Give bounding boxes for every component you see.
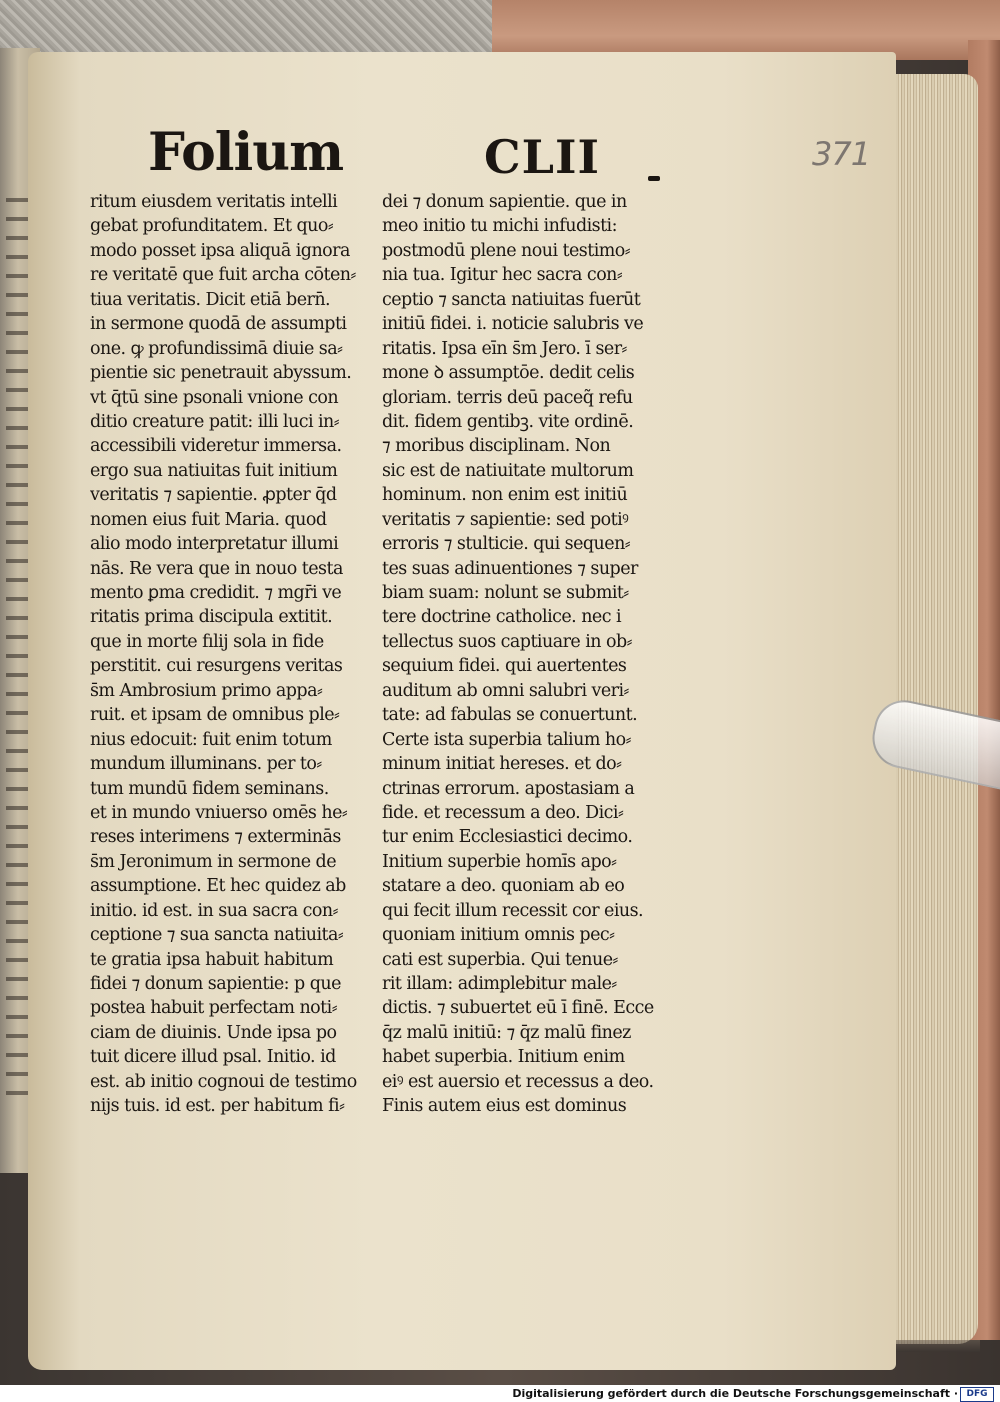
text-line: quoniam initium omnis pec⸗ — [382, 925, 615, 946]
text-line: habet superbia. Initium enim — [382, 1047, 625, 1068]
text-line: dei ⁊ donum sapientie. que in — [382, 192, 627, 212]
text-line: veritatis ⁊ sapientie. ꝓpter q̄d — [90, 485, 337, 506]
text-line: auditum ab omni salubri veri⸗ — [382, 680, 629, 701]
text-line: tere doctrine catholice. nec i — [382, 607, 622, 628]
text-line: re veritatē que fuit archa cōten⸗ — [90, 265, 356, 286]
text-line: qui fecit illum recessit cor eius. — [382, 900, 644, 921]
text-column-right — [382, 190, 672, 1119]
text-line: ceptione ⁊ sua sancta natiuita⸗ — [90, 925, 344, 946]
text-line: accessibili videretur immersa. — [90, 436, 342, 457]
text-line: gloriam. terris deū paceq̃ refu — [382, 387, 633, 408]
text-column-left — [90, 190, 378, 1119]
dfg-logo: DFG — [960, 1387, 994, 1402]
text-line: initiū fidei. i. noticie salubris ve — [382, 314, 644, 335]
text-line: statare a deo. quoniam ab eo — [382, 876, 625, 897]
text-line: tur enim Ecclesiastici decimo. — [382, 827, 633, 848]
text-line: veritatis ⁊ sapientie: sed potiꝰ — [382, 509, 629, 530]
text-line: mundum illuminans. per to⸗ — [90, 754, 322, 775]
text-line: reses interimens ⁊ exterminās — [90, 827, 341, 848]
text-line: Certe ista superbia talium ho⸗ — [382, 729, 631, 750]
text-line: postea habuit perfectam noti⸗ — [90, 998, 337, 1019]
text-line: tes suas adinuentiones ⁊ super — [382, 558, 638, 579]
header-mark — [648, 176, 660, 181]
text-line: s̄m Ambrosium primo appa⸗ — [90, 680, 323, 701]
text-line: erroris ⁊ stulticie. qui sequen⸗ — [382, 534, 631, 555]
text-line: tellectus suos captiuare in ob⸗ — [382, 631, 632, 652]
footer-credit: Digitalisierung gefördert durch die Deutsche Forschungsgemeinschaft · — [512, 1387, 958, 1400]
text-line: mento ꝑma credidit. ⁊ mgr̄i ve — [90, 583, 342, 603]
text-line: que in morte fılij sola in fide — [90, 631, 324, 652]
text-line: nia tua. Igitur hec sacra con⸗ — [382, 265, 623, 286]
text-line: initio. id est. in sua sacra con⸗ — [90, 900, 338, 921]
text-line: fidei ⁊ donum sapientie: p que — [90, 974, 341, 994]
text-line: meo initio tu michi infudisti: — [382, 216, 617, 237]
text-line: tuit dicere illud psal. Initio. id — [90, 1047, 336, 1068]
text-line: cati est superbia. Qui tenue⸗ — [382, 949, 618, 970]
text-line: rit illam: adimplebitur male⸗ — [382, 974, 617, 994]
text-line: est. ab initio cognoui de testimo — [90, 1071, 357, 1092]
text-line: alio modo interpretatur illumi — [90, 534, 339, 555]
text-line: dit. fidem gentibꝫ. vite ordinē. — [382, 411, 634, 432]
text-line: biam suam: nolunt se submit⸗ — [382, 583, 629, 603]
text-line: ruit. et ipsam de omnibus ple⸗ — [90, 705, 340, 726]
text-line: ⁊ moribus disciplinam. Non — [382, 436, 611, 457]
text-line: pientie sic penetrauit abyssum. — [90, 363, 352, 384]
leather-cover-top — [492, 0, 1000, 60]
text-line: tiua veritatis. Dicit etiā bern̄. — [90, 289, 331, 310]
text-line: eiꝰ est auersio et recessus a deo. — [382, 1071, 654, 1092]
text-line: dictis. ⁊ subuertet eū ī finē. Ecce — [382, 998, 654, 1019]
text-line: ctrinas errorum. apostasiam a — [382, 778, 635, 799]
text-line: nijs tuis. id est. per habitum fi⸗ — [90, 1096, 345, 1117]
text-line: ritatis. Ipsa eīn s̄m Jero. ī ser⸗ — [382, 338, 627, 359]
text-line: one. ꝙ profundissimā diuie sa⸗ — [90, 338, 343, 359]
text-line: s̄m Jeronimum in sermone de — [90, 851, 337, 872]
text-line: nius edocuit: fuit enim totum — [90, 729, 332, 750]
text-line: modo posset ipsa aliquā ignora — [90, 240, 350, 261]
text-line: Finis autem eius est dominus — [382, 1096, 627, 1117]
text-line: postmodū plene noui testimo⸗ — [382, 240, 631, 261]
text-line: ritatis prima discipula extitit. — [90, 607, 333, 628]
text-line: ditio creature patit: illi luci in⸗ — [90, 411, 340, 432]
text-line: sic est de natiuitate multorum — [382, 460, 634, 481]
text-line: in sermone quodā de assumpti — [90, 314, 347, 335]
text-line: et in mundo vniuerso omēs he⸗ — [90, 802, 348, 823]
text-line: ciam de diuinis. Unde ipsa po — [90, 1022, 337, 1043]
text-line: tate: ad fabulas se conuertunt. — [382, 705, 638, 726]
text-line: ceptio ⁊ sancta natiuitas fuerūt — [382, 289, 641, 310]
text-line: assumptione. Et hec quidez ab — [90, 876, 346, 897]
text-line: tum mundū fidem seminans. — [90, 778, 329, 799]
text-line: q̄z malū initiū: ⁊ q̄z malū finez — [382, 1022, 631, 1043]
text-line: nās. Re vera que in nouo testa — [90, 558, 343, 579]
text-line: minum initiat hereses. et do⸗ — [382, 754, 622, 775]
text-line: fide. et recessum a deo. Dici⸗ — [382, 802, 624, 823]
text-line: gebat profunditatem. Et quo⸗ — [90, 216, 334, 237]
text-line: nomen eius fuit Maria. quod — [90, 509, 327, 530]
folio-number: CLII — [484, 130, 600, 184]
text-line: te gratia ipsa habuit habitum — [90, 949, 334, 970]
text-line: ergo sua natiuitas fuit initium — [90, 460, 338, 481]
text-line: Initium superbie homīs apo⸗ — [382, 851, 617, 872]
running-title: Folium — [148, 122, 344, 183]
text-line: mone ꝺ assumptōe. dedit celis — [382, 363, 635, 384]
text-line: vt q̄tū sine psonali vnione con — [90, 387, 339, 408]
text-line: sequium fidei. qui auertentes — [382, 656, 627, 677]
text-line: ritum eiusdem veritatis intelli — [90, 192, 338, 212]
text-line: hominum. non enim est initiū — [382, 485, 628, 506]
text-line: perstitit. cui resurgens veritas — [90, 656, 343, 677]
pencil-folio-number: 371 — [812, 135, 871, 173]
